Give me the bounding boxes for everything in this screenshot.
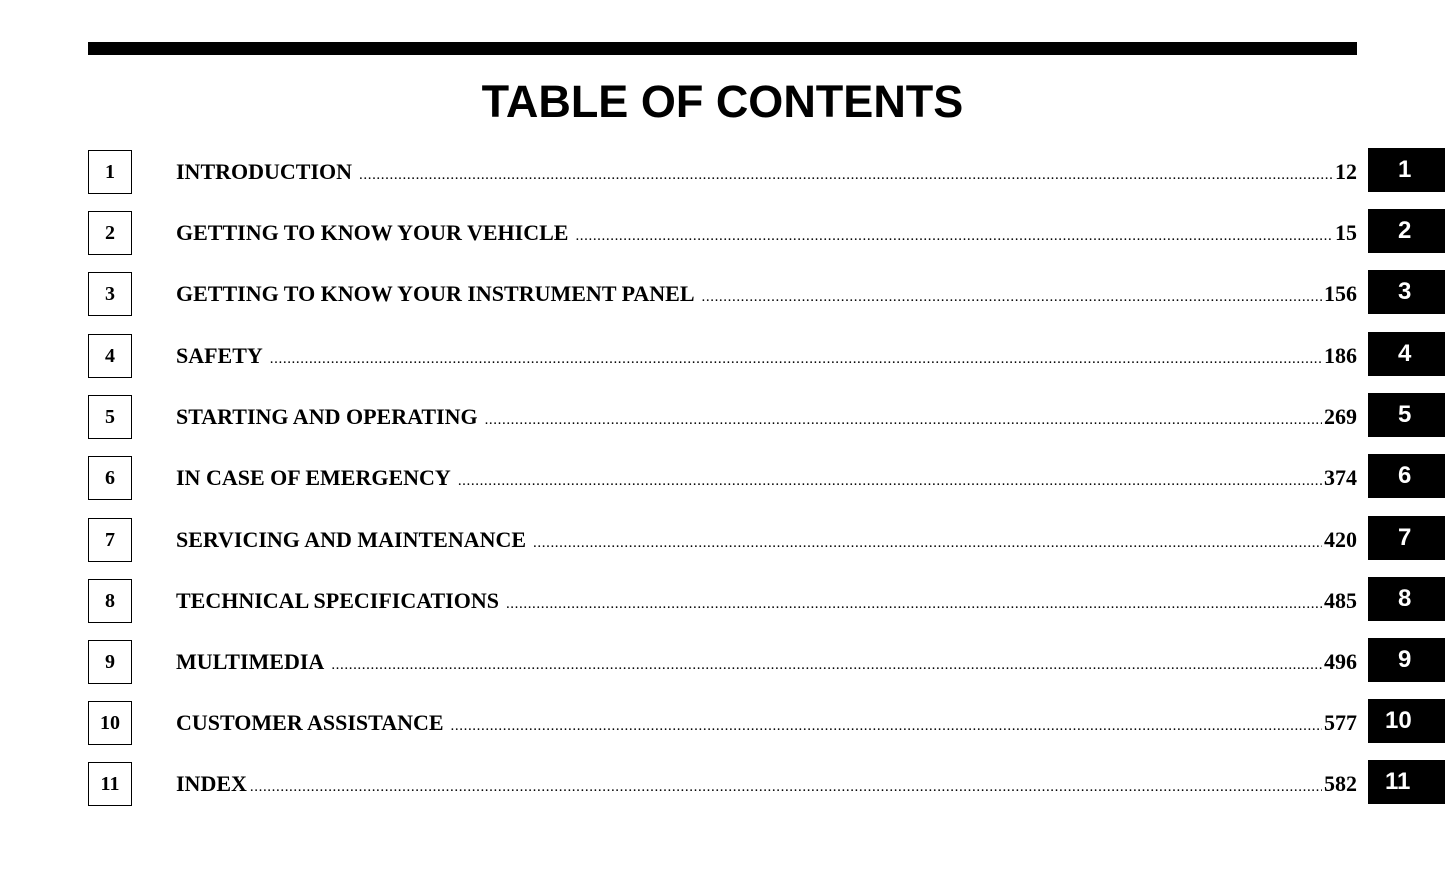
- toc-entry-link[interactable]: [176, 579, 1357, 623]
- chapter-number-box[interactable]: 8: [88, 579, 132, 623]
- chapter-title: GETTING TO KNOW YOUR INSTRUMENT PANEL: [176, 281, 695, 306]
- dot-leader: [702, 286, 1322, 308]
- chapter-number-box[interactable]: 5: [88, 395, 132, 439]
- chapter-title: MULTIMEDIA: [176, 649, 325, 674]
- chapter-number-box[interactable]: 1: [88, 150, 132, 194]
- chapter-title: TECHNICAL SPECIFICATIONS: [176, 588, 499, 613]
- dot-leader: [458, 470, 1322, 492]
- page-number: 12: [1335, 159, 1357, 184]
- page-number: 374: [1324, 465, 1357, 490]
- chapter-number-box[interactable]: 7: [88, 518, 132, 562]
- page-number: 15: [1335, 220, 1357, 245]
- page-title: TABLE OF CONTENTS: [481, 76, 964, 127]
- toc-entry-link[interactable]: [176, 334, 1357, 378]
- chapter-number-box[interactable]: 2: [88, 211, 132, 255]
- chapter-thumb-tab[interactable]: 6: [1368, 454, 1445, 498]
- dot-leader: [506, 593, 1322, 615]
- chapter-thumb-tab[interactable]: 11: [1368, 760, 1445, 804]
- page-number: 582: [1324, 771, 1357, 796]
- chapter-number-box[interactable]: 9: [88, 640, 132, 684]
- dot-leader: [270, 348, 1322, 370]
- page-number: 269: [1324, 404, 1357, 429]
- dot-leader: [331, 654, 1322, 676]
- chapter-number-box[interactable]: 6: [88, 456, 132, 500]
- chapter-title: SERVICING AND MAINTENANCE: [176, 527, 527, 552]
- toc-row-2: [0, 211, 1445, 257]
- chapter-number-box[interactable]: 3: [88, 272, 132, 316]
- toc-row-8: [0, 579, 1445, 625]
- toc-entry-link[interactable]: [176, 150, 1357, 194]
- chapter-title: IN CASE OF EMERGENCY: [176, 465, 451, 490]
- page-number: 156: [1324, 281, 1357, 306]
- toc-row-6: [0, 456, 1445, 502]
- toc-entry-link[interactable]: [176, 272, 1357, 316]
- page-number: 186: [1324, 343, 1357, 368]
- chapter-thumb-tab[interactable]: 2: [1368, 209, 1445, 253]
- toc-row-5: [0, 395, 1445, 441]
- chapter-thumb-tab[interactable]: 5: [1368, 393, 1445, 437]
- chapter-thumb-tab[interactable]: 3: [1368, 270, 1445, 314]
- chapter-title: INTRODUCTION: [176, 159, 353, 184]
- toc-entry-link[interactable]: [176, 211, 1357, 255]
- toc-row-7: [0, 518, 1445, 564]
- page-number: 577: [1324, 710, 1357, 735]
- toc-entry-link[interactable]: [176, 762, 1357, 806]
- dot-leader: [575, 225, 1333, 247]
- chapter-number-box[interactable]: 10: [88, 701, 132, 745]
- chapter-number-box[interactable]: 11: [88, 762, 132, 806]
- chapter-number-box[interactable]: 4: [88, 334, 132, 378]
- dot-leader: [250, 776, 1322, 798]
- dot-leader: [359, 164, 1333, 186]
- chapter-thumb-tab[interactable]: 10: [1368, 699, 1445, 743]
- chapter-title: CUSTOMER ASSISTANCE: [176, 710, 444, 735]
- toc-entry-link[interactable]: [176, 518, 1357, 562]
- page-number: 496: [1324, 649, 1357, 674]
- chapter-title: SAFETY: [176, 343, 263, 368]
- toc-row-9: [0, 640, 1445, 686]
- page-number: 420: [1324, 527, 1357, 552]
- chapter-title: INDEX: [176, 771, 247, 796]
- toc-row-11: [0, 762, 1445, 808]
- chapter-thumb-tab[interactable]: 9: [1368, 638, 1445, 682]
- toc-row-1: [0, 150, 1445, 196]
- toc-entry-link[interactable]: [176, 701, 1357, 745]
- chapter-title: STARTING AND OPERATING: [176, 404, 478, 429]
- toc-entry-link[interactable]: [176, 395, 1357, 439]
- dot-leader: [485, 409, 1322, 431]
- dot-leader: [533, 532, 1322, 554]
- toc-row-4: [0, 334, 1445, 380]
- chapter-title: GETTING TO KNOW YOUR VEHICLE: [176, 220, 569, 245]
- page-number: 485: [1324, 588, 1357, 613]
- toc-row-10: [0, 701, 1445, 747]
- chapter-thumb-tab[interactable]: 7: [1368, 516, 1445, 560]
- dot-leader: [451, 715, 1322, 737]
- toc-entry-link[interactable]: [176, 640, 1357, 684]
- toc-row-3: [0, 272, 1445, 318]
- chapter-thumb-tab[interactable]: 1: [1368, 148, 1445, 192]
- chapter-thumb-tab[interactable]: 8: [1368, 577, 1445, 621]
- toc-entry-link[interactable]: [176, 456, 1357, 500]
- chapter-thumb-tab[interactable]: 4: [1368, 332, 1445, 376]
